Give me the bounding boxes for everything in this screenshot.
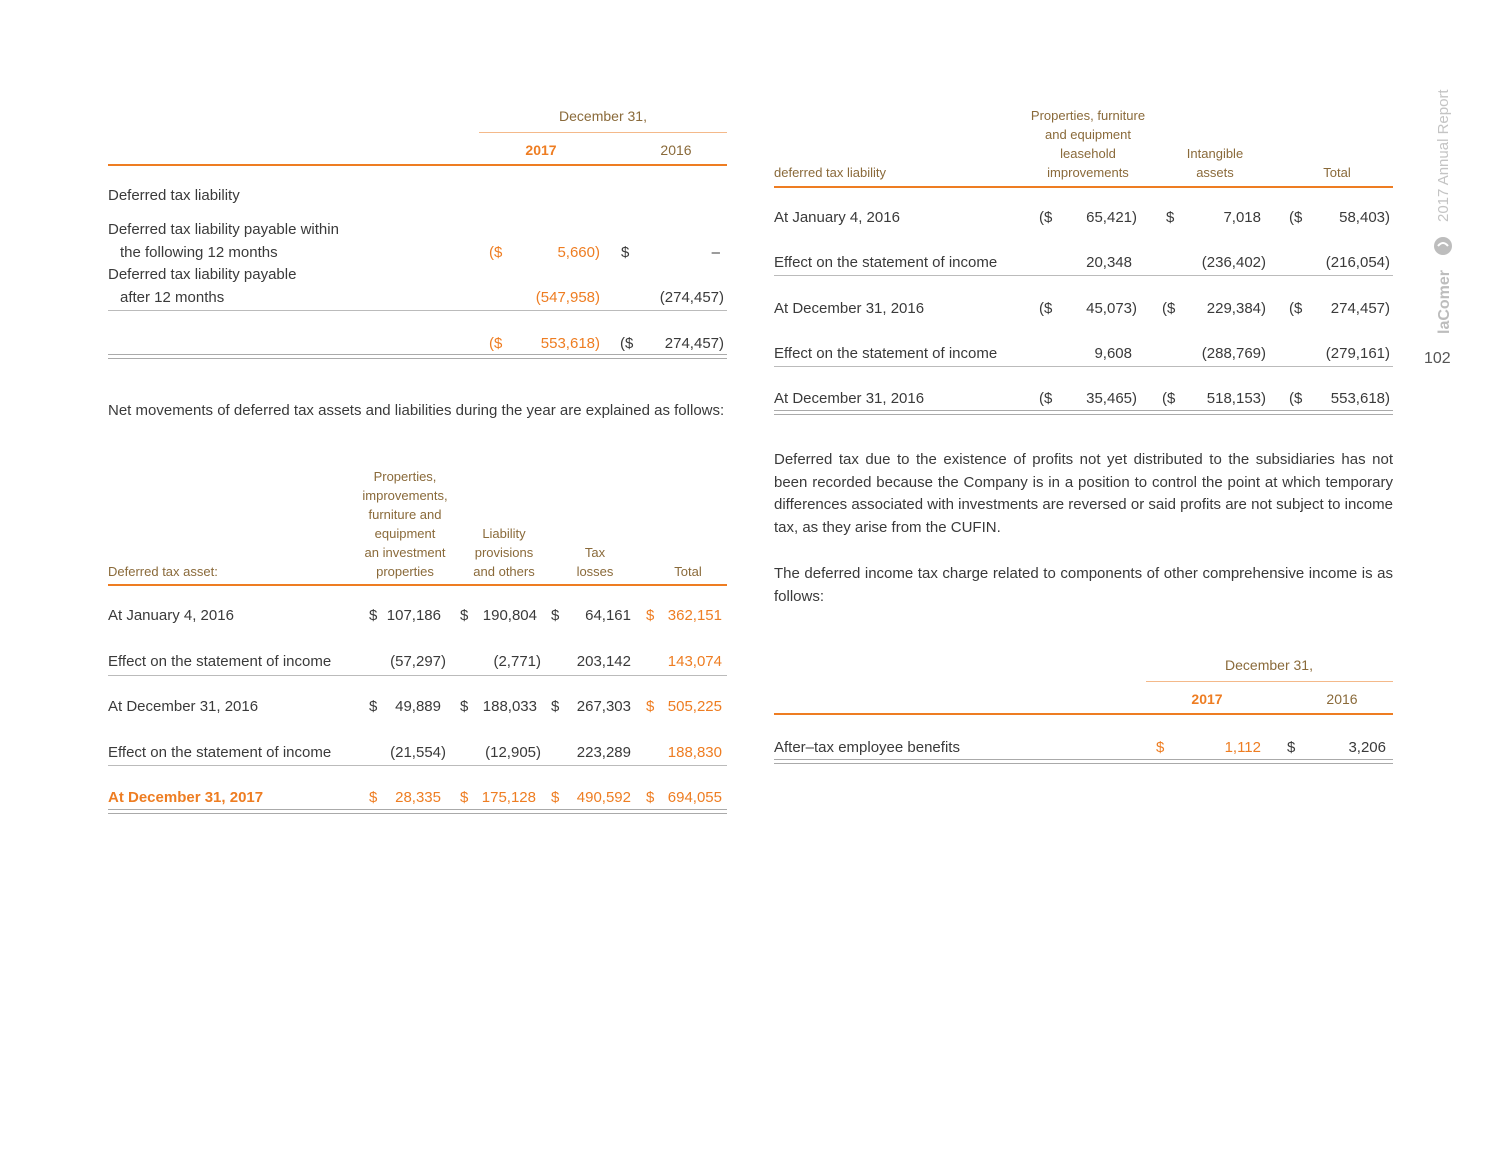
currency-sign: $ [369, 789, 378, 806]
currency-sign: $ [1166, 209, 1175, 226]
col-header-intangible [1170, 144, 1260, 182]
movements-intro: Net movements of deferred tax assets and liabilities during the year are explained as follows: [108, 402, 725, 419]
value-liability: 188,033 [482, 698, 537, 715]
col-2017-header: 2017 [525, 142, 557, 158]
row-header-label: deferred tax liability [774, 165, 886, 180]
row-label: Effect on the statement of income [774, 345, 998, 362]
value-2016: – [711, 244, 720, 261]
total-double-rule [108, 809, 727, 814]
currency-sign: $ [460, 698, 469, 715]
row-label: At December 31, 2016 [774, 390, 925, 407]
value-2017: 5,660) [557, 244, 600, 261]
value-properties: (21,554) [390, 744, 446, 761]
value-intangible: 518,153) [1206, 390, 1266, 407]
value-properties: 35,465) [1086, 390, 1137, 407]
period-rule [1146, 681, 1393, 682]
currency-sign: ($ [1162, 300, 1176, 317]
value-intangible: 229,384) [1206, 300, 1266, 317]
value-tax-losses: 64,161 [585, 607, 631, 624]
row-label: Deferred tax liability payable [108, 266, 297, 283]
header-rule [108, 164, 727, 166]
value-2017: (547,958) [535, 289, 600, 306]
value-properties: 9,608 [1094, 345, 1132, 362]
value-tax-losses: 267,303 [576, 698, 631, 715]
currency-sign: ($ [1039, 300, 1053, 317]
currency-sign: ($ [489, 244, 503, 261]
header-rule [774, 713, 1393, 715]
currency-sign: $ [460, 789, 469, 806]
col-header-properties [350, 467, 460, 581]
value-2017: 1,112 [1224, 739, 1261, 756]
currency-sign: $ [646, 789, 655, 806]
value-total: 274,457) [1330, 300, 1390, 317]
value-total: 505,225 [667, 698, 722, 715]
col-2016-header: 2016 [660, 142, 692, 158]
total-double-rule [774, 759, 1393, 764]
row-label: At December 31, 2016 [108, 698, 259, 715]
value-properties: 65,421) [1086, 209, 1137, 226]
section-title: Deferred tax liability [108, 187, 240, 204]
value-total: 58,403) [1339, 209, 1390, 226]
total-2017: 553,618) [540, 335, 600, 352]
header-line: Properties, [373, 469, 437, 484]
header-rule [108, 584, 727, 586]
col-header-properties [1010, 106, 1166, 182]
value-total: 553,618) [1330, 390, 1390, 407]
header-line: properties [376, 564, 434, 579]
row-label: Effect on the statement of income [774, 254, 998, 271]
row-label: At December 31, 2016 [774, 300, 925, 317]
period-header: December 31, [1225, 657, 1313, 673]
currency-sign: $ [646, 607, 655, 624]
currency-sign: ($ [620, 335, 634, 352]
col-header-liability [458, 524, 550, 581]
value-2016: (274,457) [659, 289, 724, 306]
value-properties: (57,297) [390, 653, 446, 670]
header-line: assets [1196, 165, 1234, 180]
logo-text: laComer [1436, 269, 1453, 334]
paragraph-cufin: Deferred tax due to the existence of profits not yet distributed to the subsidiaries has not been recorded because the Company is in a position to control the point at which temporary differences associated with investments are reversed or said profits are not subject to income tax, as they arise from the CUFIN. [774, 451, 1393, 536]
header-line: equipment [374, 526, 436, 541]
value-total: 694,055 [667, 789, 722, 806]
row-label: At January 4, 2016 [774, 209, 900, 226]
report-title-text: 2017 Annual Report [1435, 89, 1452, 222]
value-tax-losses: 223,289 [576, 744, 631, 761]
header-line: Tax [584, 545, 606, 560]
period-rule [479, 132, 727, 133]
value-total: 188,830 [667, 744, 722, 761]
currency-sign: ($ [1289, 209, 1303, 226]
header-line: losses [576, 564, 614, 579]
currency-sign: ($ [1289, 300, 1303, 317]
value-intangible: (288,769) [1201, 345, 1266, 362]
row-label: Deferred tax liability payable within [108, 221, 339, 238]
col-2016-header: 2016 [1326, 691, 1358, 707]
value-intangible: 7,018 [1223, 209, 1261, 226]
value-properties: 45,073) [1086, 300, 1137, 317]
currency-sign: $ [551, 789, 560, 806]
header-line: provisions [474, 545, 534, 560]
value-properties: 20,348 [1086, 254, 1132, 271]
page-number: 102 [1424, 350, 1451, 367]
lacomer-logo-icon [1434, 237, 1453, 334]
currency-sign: $ [551, 698, 560, 715]
row-header-label: Deferred tax asset: [108, 564, 218, 579]
currency-sign: ($ [1039, 390, 1053, 407]
currency-sign: ($ [1162, 390, 1176, 407]
row-rule [108, 675, 727, 676]
currency-sign: $ [369, 698, 378, 715]
paragraph-oci: The deferred income tax charge related to components of other comprehensive income is as follows: [774, 565, 1393, 605]
sidebar [1432, 70, 1454, 336]
currency-sign: $ [621, 244, 630, 261]
header-line: improvements, [362, 488, 448, 503]
col-2017-header: 2017 [1191, 691, 1223, 707]
row-label: Effect on the statement of income [108, 744, 332, 761]
header-line: leasehold [1060, 146, 1116, 161]
row-label-cont: the following 12 months [120, 244, 278, 261]
row-label: At January 4, 2016 [108, 607, 234, 624]
row-label: Effect on the statement of income [108, 653, 332, 670]
currency-sign: ($ [1289, 390, 1303, 407]
total-2016: 274,457) [664, 335, 724, 352]
col-header-total: Total [1323, 165, 1351, 180]
value-total: 362,151 [667, 607, 722, 624]
sidebar-vertical-text [1432, 70, 1454, 336]
header-line: Liability [482, 526, 526, 541]
header-line: improvements [1047, 165, 1129, 180]
row-label-total: At December 31, 2017 [108, 789, 264, 806]
total-double-rule [108, 354, 727, 359]
value-properties: 107,186 [386, 607, 441, 624]
row-rule [108, 765, 727, 766]
header-line: Intangible [1186, 146, 1244, 161]
row-rule [774, 275, 1393, 276]
row-label-cont: after 12 months [120, 289, 225, 306]
row-rule [108, 310, 727, 311]
value-tax-losses: 203,142 [576, 653, 631, 670]
total-double-rule [774, 410, 1393, 415]
header-line: an investment [364, 545, 446, 560]
currency-sign: $ [1156, 739, 1165, 756]
currency-sign: $ [551, 607, 560, 624]
currency-sign: $ [646, 698, 655, 715]
value-liability: (12,905) [485, 744, 541, 761]
currency-sign: $ [1287, 739, 1296, 756]
value-liability: (2,771) [493, 653, 541, 670]
header-line: and equipment [1044, 127, 1131, 142]
row-rule [774, 366, 1393, 367]
row-label: After–tax employee benefits [774, 739, 960, 756]
currency-sign: $ [369, 607, 378, 624]
currency-sign: ($ [1039, 209, 1053, 226]
value-total: (216,054) [1325, 254, 1390, 271]
currency-sign: $ [460, 607, 469, 624]
value-intangible: (236,402) [1201, 254, 1266, 271]
header-line: and others [473, 564, 535, 579]
header-line: furniture and [368, 507, 442, 522]
value-total: 143,074 [667, 653, 722, 670]
col-header-total: Total [674, 564, 702, 579]
value-liability: 175,128 [481, 789, 536, 806]
period-header: December 31, [559, 108, 647, 124]
value-2016: 3,206 [1348, 739, 1386, 756]
value-tax-losses: 490,592 [576, 789, 631, 806]
value-properties: 49,889 [395, 698, 441, 715]
col-header-tax-losses [560, 543, 630, 581]
value-properties: 28,335 [395, 789, 441, 806]
value-liability: 190,804 [482, 607, 537, 624]
header-rule [774, 186, 1393, 188]
header-line: Properties, furniture [1030, 108, 1146, 123]
value-total: (279,161) [1325, 345, 1390, 362]
currency-sign: ($ [489, 335, 503, 352]
